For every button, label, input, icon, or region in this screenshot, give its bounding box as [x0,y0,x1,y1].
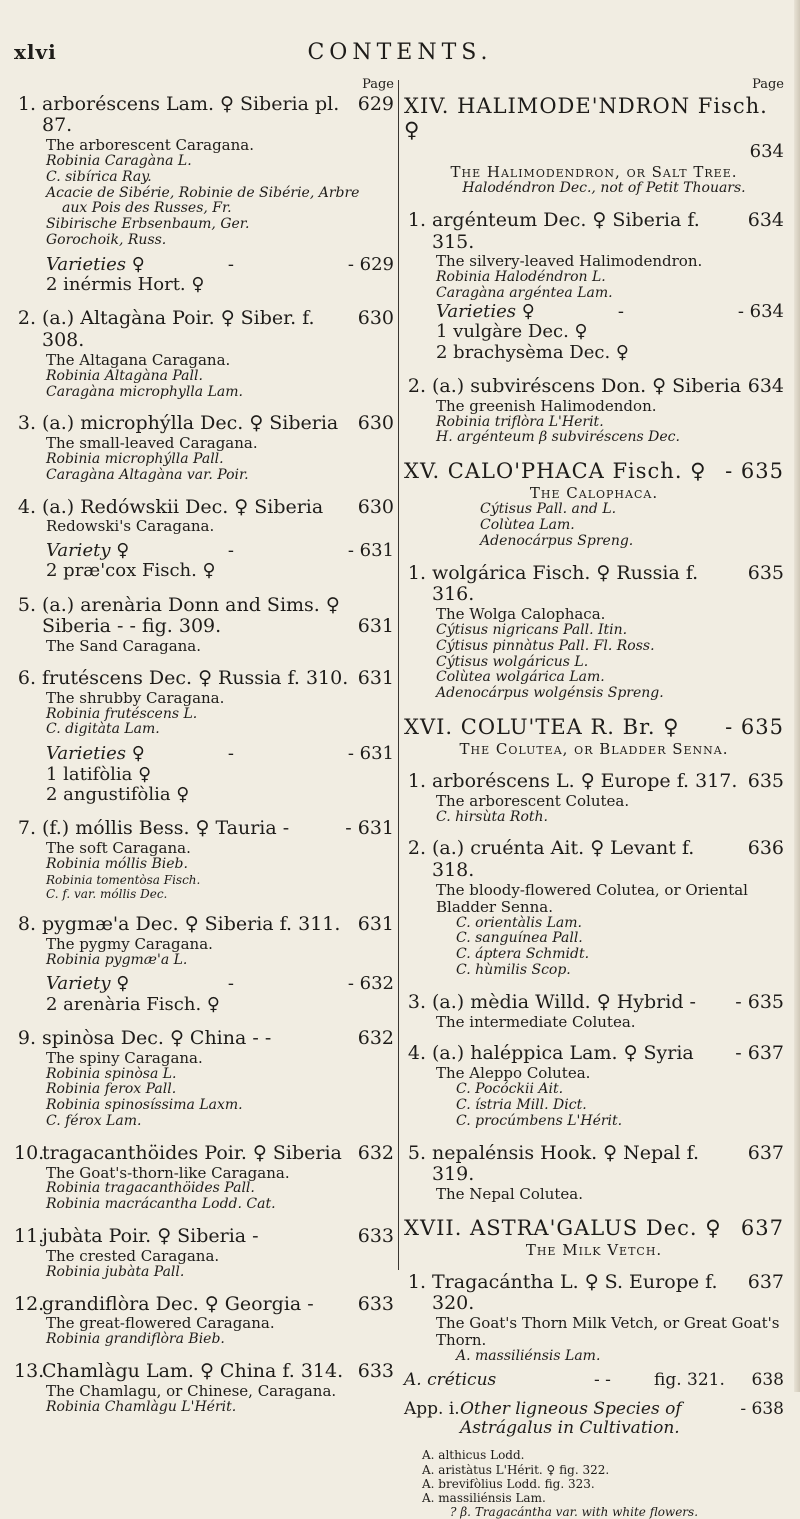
appendix-item: A. brevifòlius Lodd. fig. 323. [422,1476,595,1491]
entry-page: 630 [357,412,394,435]
synonym: C. digitàta Lam. [46,721,160,738]
common-name: The Aleppo Colutea. [436,1064,591,1083]
synonym: Caragàna argéntea Lam. [436,285,613,302]
synonym: Colùtea Lam. [480,517,575,534]
synonym: Colùtea wolgárica Lam. [436,669,605,686]
synonym: C. sanguínea Pall. [456,930,583,947]
varieties-dash: - [227,743,234,765]
entry-number: 1. [407,1270,426,1293]
species-entry-10 [14,1143,394,1213]
synonym: Robinia Chamlàgu L'Hérit. [46,1398,237,1415]
synonym: Robinia ferox Pall. [46,1081,177,1098]
entry-page: 631 [357,912,394,935]
common-name: The greenish Halimodendon. [436,396,657,415]
genus-common-name: The Colutea, or Bladder Senna. [459,740,729,759]
entry-heading: Chamlàgu Lam. ♀ China f. 314. [42,1359,344,1382]
species-entry-7 [14,818,394,901]
entry-heading: nepalénsis Hook. ♀ Nepal f. 319. [432,1141,699,1186]
entry-heading: grandiflòra Dec. ♀ Georgia - [42,1292,314,1315]
appendix-item: A. massiliénsis Lam. [422,1490,546,1505]
species-entry-5 [14,595,394,655]
appendix-item: A. aristàtus L'Hérit. ♀ fig. 322. [422,1462,610,1477]
a-creticus-dash: - - [594,1369,611,1390]
entry-heading: spinòsa Dec. ♀ China - - [42,1027,272,1050]
entry-heading: (a.) arenària Donn and Sims. ♀ [42,593,340,616]
varieties-label: Variety ♀ [46,540,130,562]
appendix-item: A. althicus Lodd. [422,1448,525,1463]
species-entry-k5 [404,1143,784,1203]
variety-item: 1 vulgàre Dec. ♀ [436,321,588,343]
entry-page: 635 [747,770,784,793]
common-name: The Sand Caragana. [46,637,202,656]
species-entry-3 [14,413,394,483]
common-name: The Chamlagu, or Chinese, Caragana. [46,1381,337,1400]
synonym: Robinia jubàta Pall. [46,1263,185,1280]
entry-heading: frutéscens Dec. ♀ Russia f. 310. [42,667,349,690]
appendix-label: App. i. [404,1399,460,1420]
entry-page: 635 [747,561,784,584]
a-creticus-fig: fig. 321. [654,1369,725,1390]
entry-page: 633 [357,1225,394,1248]
entry-number: 12. [14,1292,45,1315]
synonym: aux Pois des Russes, Fr. [62,200,232,217]
genus-colutea [404,715,784,758]
common-name: The soft Caragana. [46,838,191,857]
entry-number: 1. [407,561,426,584]
genus-halimodendron [404,94,784,197]
synonym: Acacie de Sibérie, Robinie de Sibérie, Arbre [46,184,360,201]
synonym: C. férox Lam. [46,1113,142,1130]
species-entry-h2 [404,376,784,446]
common-name: The pygmy Caragana. [46,934,213,953]
common-name: The spiny Caragana. [46,1048,203,1067]
synonym: C. ístria Mill. Dict. [456,1096,587,1113]
species-entry-1 [14,94,394,296]
common-name: The shrubby Caragana. [46,688,225,707]
species-entry-k4 [404,1043,784,1129]
entry-number: 2. [407,374,426,397]
varieties-page: - 631 [347,540,394,562]
synonym: Robinia tomentòsa Fisch. [46,872,201,887]
species-entry-4 [14,497,394,582]
variety-item: 2 præ'cox Fisch. ♀ [46,560,216,582]
page-column-label: Page [752,77,784,92]
entry-number: 1. [17,92,36,115]
common-name: The Goat's-thorn-like Caragana. [46,1163,290,1182]
a-creticus-page: 638 [751,1369,784,1390]
a-creticus-row [404,1371,784,1390]
left-column [14,78,394,1428]
page-edge [794,0,800,1392]
synonym: Robinia móllis Bieb. [46,855,188,872]
synonym: A. massiliénsis Lam. [456,1348,601,1365]
synonym: Cýtisus Pall. and L. [480,501,617,518]
entry-page: 633 [357,1292,394,1315]
species-entry-k2 [404,838,784,978]
synonym: Robinia Altagàna Pall. [46,367,203,384]
appendix-item: ? β. Tragacántha var. with white flowers. [450,1505,699,1519]
synonym: C. áptera Schmidt. [456,946,590,963]
genus-common-name: The Calophaca. [529,484,659,503]
synonym: Robinia macrácantha Lodd. Cat. [46,1196,276,1213]
appendix-list [404,1448,784,1519]
common-name: The Goat's Thorn Milk Vetch, or Great Goat's Thorn. [436,1314,780,1350]
synonym: Caragàna microphylla Lam. [46,383,243,400]
entry-number: 9. [17,1027,36,1050]
variety-item: 1 latifòlia ♀ [46,763,152,785]
entry-number: 5. [407,1141,426,1164]
synonym: C. Pocóckii Ait. [456,1081,564,1098]
synonym: Robinia spinosíssima Laxm. [46,1097,243,1114]
species-entry-11 [14,1226,394,1280]
synonym: Robinia Caragàna L. [46,152,192,169]
varieties-label: Variety ♀ [46,973,130,995]
appendix-text: Other ligneous Species of Astrágalus in Cultivation. [460,1399,682,1439]
synonym: Robinia microphýlla Pall. [46,450,224,467]
synonym: Cýtisus wolgáricus L. [436,653,589,670]
genus-page: 637 [740,1215,784,1240]
species-entry-12 [14,1294,394,1348]
common-name: The Wolga Calophaca. [436,604,606,623]
synonym: Robinia pygmæ'a L. [46,951,188,968]
entry-heading-cont: Siberia - - fig. 309. [42,615,222,638]
species-entry-c1 [404,563,784,702]
synonym: C. procúmbens L'Hérit. [456,1112,623,1129]
synonym: Adenocárpus wolgénsis Spreng. [436,685,664,702]
synonym: Robinia spinòsa L. [46,1065,177,1082]
species-entry-6 [14,668,394,805]
synonym: Robinia tragacanthöides Pall. [46,1180,255,1197]
common-name: The crested Caragana. [46,1246,220,1265]
common-name: Redowski's Caragana. [46,517,215,536]
synonym: C. hirsùta Roth. [436,808,548,825]
synonym: Robinia Halodéndron L. [436,269,606,286]
synonym: Cýtisus nigricans Pall. Itin. [436,621,628,638]
species-entry-9 [14,1028,394,1130]
synonym: Robinia grandiflòra Bieb. [46,1331,225,1348]
entry-number: 4. [407,1042,426,1065]
entry-heading: (a.) Redówskii Dec. ♀ Siberia [42,495,324,518]
entry-heading: (f.) móllis Bess. ♀ Tauria - [42,817,290,840]
varieties-label: Varieties ♀ [46,743,145,765]
entry-page: 632 [357,1027,394,1050]
entry-heading: (a.) Altagàna Poir. ♀ Siber. f. 308. [42,307,315,352]
varieties-dash: - [227,973,234,995]
entry-heading: (a.) microphýlla Dec. ♀ Siberia [42,412,339,435]
entry-heading: argénteum Dec. ♀ Siberia f. 315. [432,209,700,253]
synonym: Sibirische Erbsenbaum, Ger. [46,216,250,233]
varieties-dash: - [227,540,234,562]
varieties-page: - 634 [737,300,784,322]
entry-number: 10. [14,1141,45,1164]
genus-heading: XV. CALO'PHACA Fisch. ♀ [404,459,707,484]
variety-item: 2 angustifòlia ♀ [46,783,190,805]
right-column [404,78,784,1519]
genus-common-name: The Halimodendron, or Salt Tree. [450,163,738,182]
common-name: The Altagana Caragana. [46,350,231,369]
entry-page: 631 [357,667,394,690]
entry-page: 632 [357,1141,394,1164]
varieties-dash: - [227,253,234,275]
entry-number: 6. [17,667,36,690]
genus-common-name: The Milk Vetch. [525,1240,663,1259]
entry-heading: (a.) cruénta Ait. ♀ Levant f. 318. [432,837,695,882]
page-header [0,40,800,80]
genus-page: - 635 [725,714,784,739]
common-name: The silvery-leaved Halimodendron. [436,252,703,271]
synonym: C. hùmilis Scop. [456,962,571,979]
synonym: C. orientàlis Lam. [456,914,582,931]
genus-page: 634 [749,140,784,162]
entry-heading: (a.) haléppica Lam. ♀ Syria [432,1042,694,1065]
entry-number: 13. [14,1359,45,1382]
synonym: Caragàna Altagàna var. Poir. [46,466,249,483]
species-entry-2 [14,308,394,400]
a-creticus-label: A. créticus [404,1369,497,1390]
appendix-row [404,1400,784,1438]
species-entry-8 [14,914,394,1015]
variety-item: 2 inérmis Hort. ♀ [46,274,205,296]
species-entry-13 [14,1361,394,1415]
synonym: Cýtisus pinnàtus Pall. Fl. Ross. [436,637,655,654]
species-entry-k3 [404,992,784,1031]
entry-heading: Tragacántha L. ♀ S. Europe f. 320. [432,1270,718,1315]
entry-number: 1. [407,209,426,232]
column-divider [398,80,399,1270]
species-entry-h1 [404,210,784,363]
entry-page: - 635 [735,990,784,1013]
genus-heading: XVI. COLU'TEA R. Br. ♀ [404,714,680,739]
entry-page: 630 [357,495,394,518]
entry-number: 5. [17,593,36,616]
varieties-page: - 631 [347,743,394,765]
entry-heading: arboréscens L. ♀ Europe f. 317. [432,770,738,793]
entry-page: 629 [357,92,394,115]
varieties-label: Varieties ♀ [436,300,535,322]
genus-note: Halodéndron Dec., not of Petit Thouars. [462,180,746,197]
entry-page: 634 [747,209,784,232]
entry-page: - 637 [735,1042,784,1065]
common-name: The arborescent Colutea. [436,791,630,810]
variety-item: 2 brachysèma Dec. ♀ [436,341,630,363]
entry-number: 3. [407,990,426,1013]
entry-page: 631 [357,615,394,638]
entry-number: 11. [14,1225,45,1248]
genus-astragalus [404,1216,784,1259]
entry-number: 8. [17,912,36,935]
entry-heading: tragacanthöides Poir. ♀ Siberia [42,1141,342,1164]
synonym: Gorochoik, Russ. [46,232,167,248]
entry-heading: pygmæ'a Dec. ♀ Siberia f. 311. [42,912,341,935]
species-entry-a1 [404,1272,784,1365]
genus-heading: XVII. ASTRA'GALUS Dec. ♀ [404,1215,722,1240]
varieties-page: - 629 [347,253,394,275]
synonym: C. sibírica Ray. [46,168,152,185]
entry-page: 630 [357,307,394,330]
common-name: The bloody-flowered Colutea, or Oriental Bladder Senna. [436,880,748,916]
genus-calophaca [404,459,784,550]
page-number: xlvi [14,40,57,64]
entry-page: 634 [747,374,784,397]
entry-page: 637 [747,1141,784,1164]
synonym: Robinia triflòra L'Herit. [436,413,604,430]
entry-heading: wolgárica Fisch. ♀ Russia f. 316. [432,561,699,606]
synonym: C. f. var. móllis Dec. [46,886,168,901]
entry-page: - 631 [345,817,394,840]
entry-page: 636 [747,837,784,860]
page-title: CONTENTS. [307,40,493,65]
entry-heading: jubàta Poir. ♀ Siberia - [42,1225,259,1248]
common-name: The arborescent Caragana. [46,136,254,154]
entry-number: 2. [407,837,426,860]
common-name: The small-leaved Caragana. [46,434,258,452]
varieties-label: Varieties ♀ [46,253,145,275]
varieties-dash: - [617,300,624,322]
synonym: Adenocárpus Spreng. [480,532,634,549]
entry-heading: (a.) subviréscens Don. ♀ Siberia [432,374,742,397]
synonym: H. argénteum β subviréscens Dec. [436,429,680,446]
entry-heading: arboréscens Lam. ♀ Siberia pl. 87. [42,92,340,137]
entry-number: 2. [17,307,36,330]
entry-number: 4. [17,495,36,518]
variety-item: 2 arenària Fisch. ♀ [46,993,221,1015]
varieties-page: - 632 [347,973,394,995]
synonym: Robinia frutéscens L. [46,705,198,722]
entry-number: 1. [407,770,426,793]
common-name: The Nepal Colutea. [436,1184,584,1203]
entry-page: 633 [357,1359,394,1382]
genus-heading: XIV. HALIMODE'NDRON Fisch. ♀ [404,93,768,142]
appendix-page: - 638 [740,1399,784,1420]
common-name: The intermediate Colutea. [436,1012,636,1031]
entry-page: 637 [747,1270,784,1293]
page-column-label: Page [362,77,394,92]
genus-page: - 635 [725,459,784,484]
entry-number: 7. [17,817,36,840]
entry-heading: (a.) mèdia Willd. ♀ Hybrid - [432,990,696,1013]
species-entry-k1 [404,771,784,825]
common-name: The great-flowered Caragana. [46,1314,275,1333]
entry-number: 3. [17,412,36,435]
